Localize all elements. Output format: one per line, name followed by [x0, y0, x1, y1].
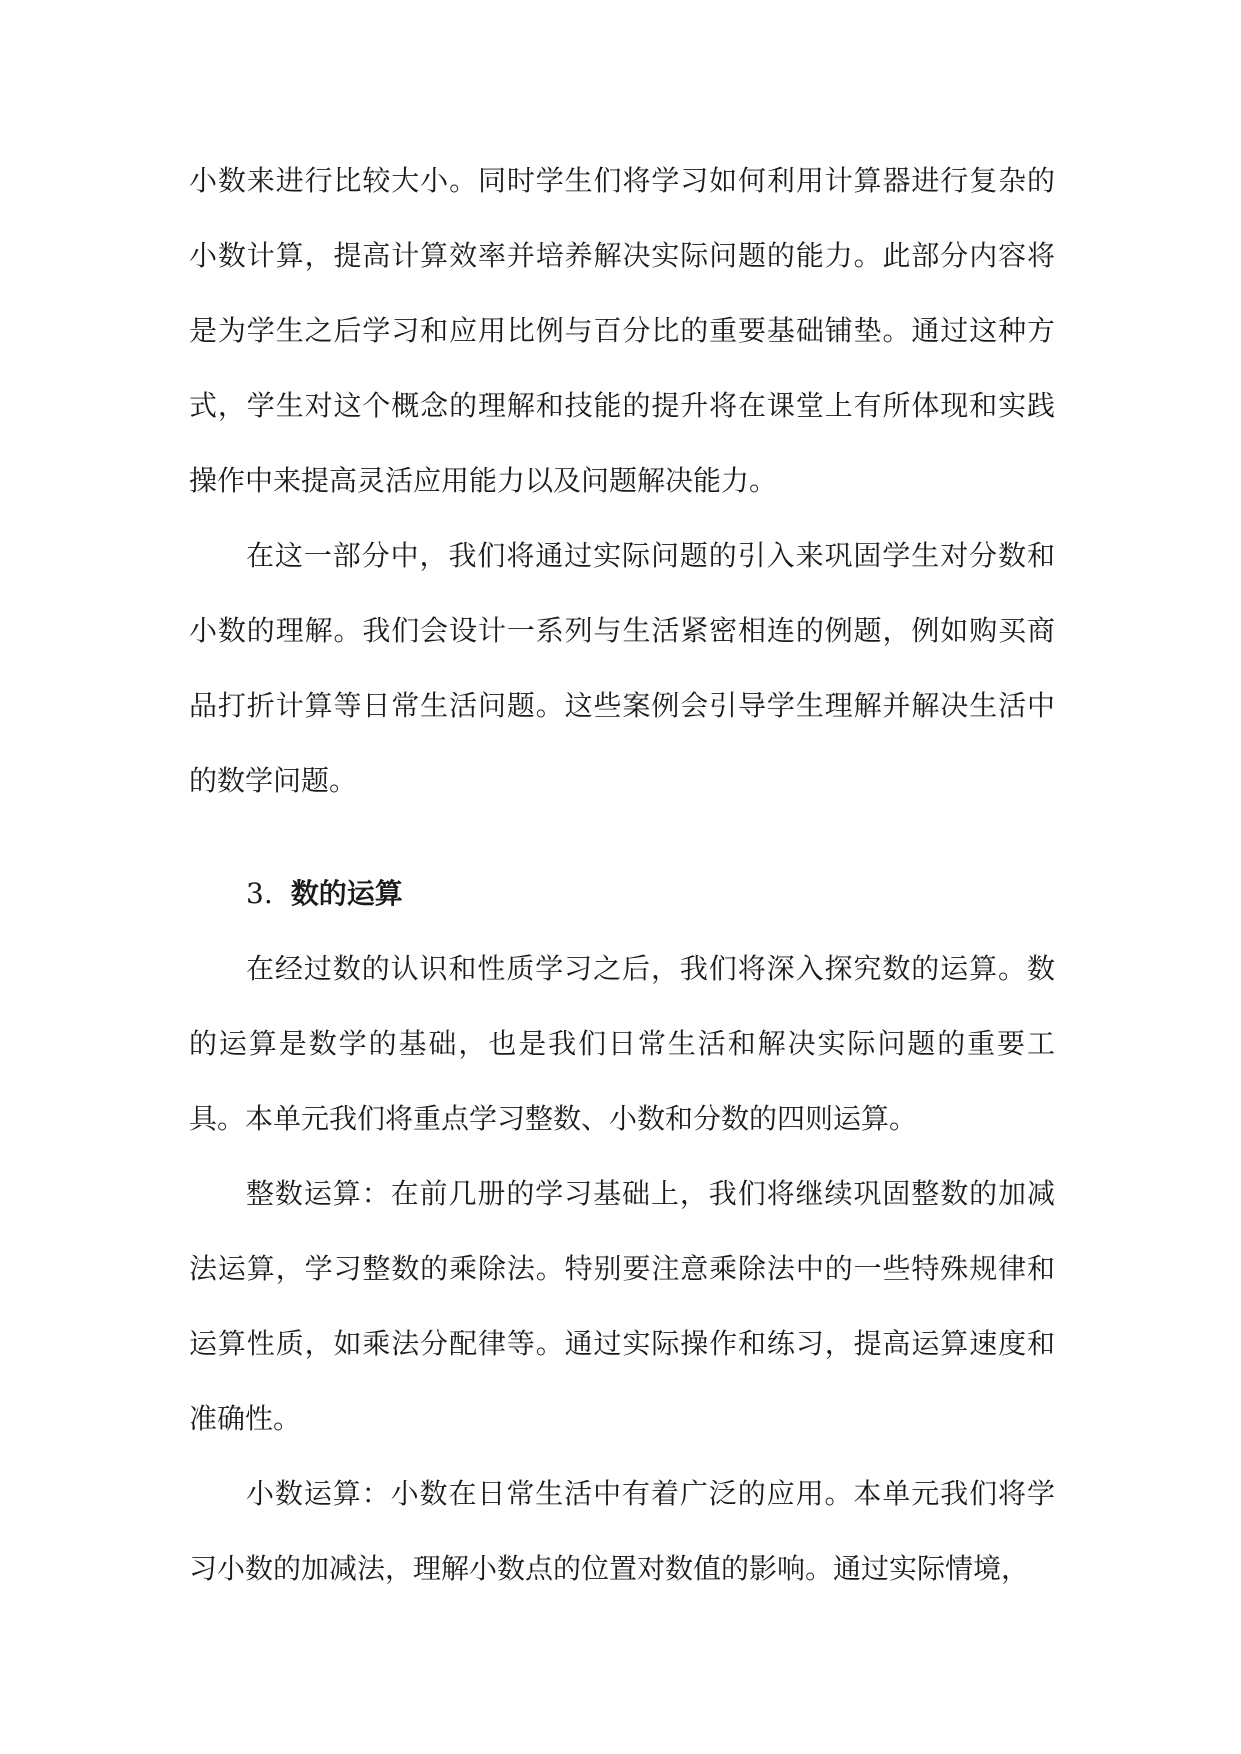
document-body: [189, 143, 1055, 1606]
paragraph-integer-operations: 整数运算：在前几册的学习基础上，我们将继续巩固整数的加减法运算，学习整数的乘除法。特别要注意乘除法中的一些特殊规律和运算性质，如乘法分配律等。通过实际操作和练习，提高运算速度和准确性。: [189, 1177, 1055, 1435]
section-title: 数的运算: [290, 877, 403, 910]
section-number: 3.: [246, 877, 273, 910]
paragraph-continued: 小数来进行比较大小。同时学生们将学习如何利用计算器进行复杂的小数计算，提高计算效率并培养解决实际问题的能力。此部分内容将是为学生之后学习和应用比例与百分比的重要基础铺垫。通过这种方式，学生对这个概念的理解和技能的提升将在课堂上有所体现和实践操作中来提高灵活应用能力以及问题解决能力。: [189, 164, 1055, 497]
paragraph-practical-problems: 在这一部分中，我们将通过实际问题的引入来巩固学生对分数和小数的理解。我们会设计一系列与生活紧密相连的例题，例如购买商品打折计算等日常生活问题。这些案例会引导学生理解并解决生活中的数学问题。: [189, 539, 1055, 797]
paragraph-operations-intro: 在经过数的认识和性质学习之后，我们将深入探究数的运算。数的运算是数学的基础，也是我们日常生活和解决实际问题的重要工具。本单元我们将重点学习整数、小数和分数的四则运算。: [189, 952, 1055, 1135]
section-heading: [189, 856, 1055, 931]
paragraph-decimal-operations: 小数运算：小数在日常生活中有着广泛的应用。本单元我们将学习小数的加减法，理解小数点的位置对数值的影响。通过实际情境，: [189, 1477, 1055, 1585]
